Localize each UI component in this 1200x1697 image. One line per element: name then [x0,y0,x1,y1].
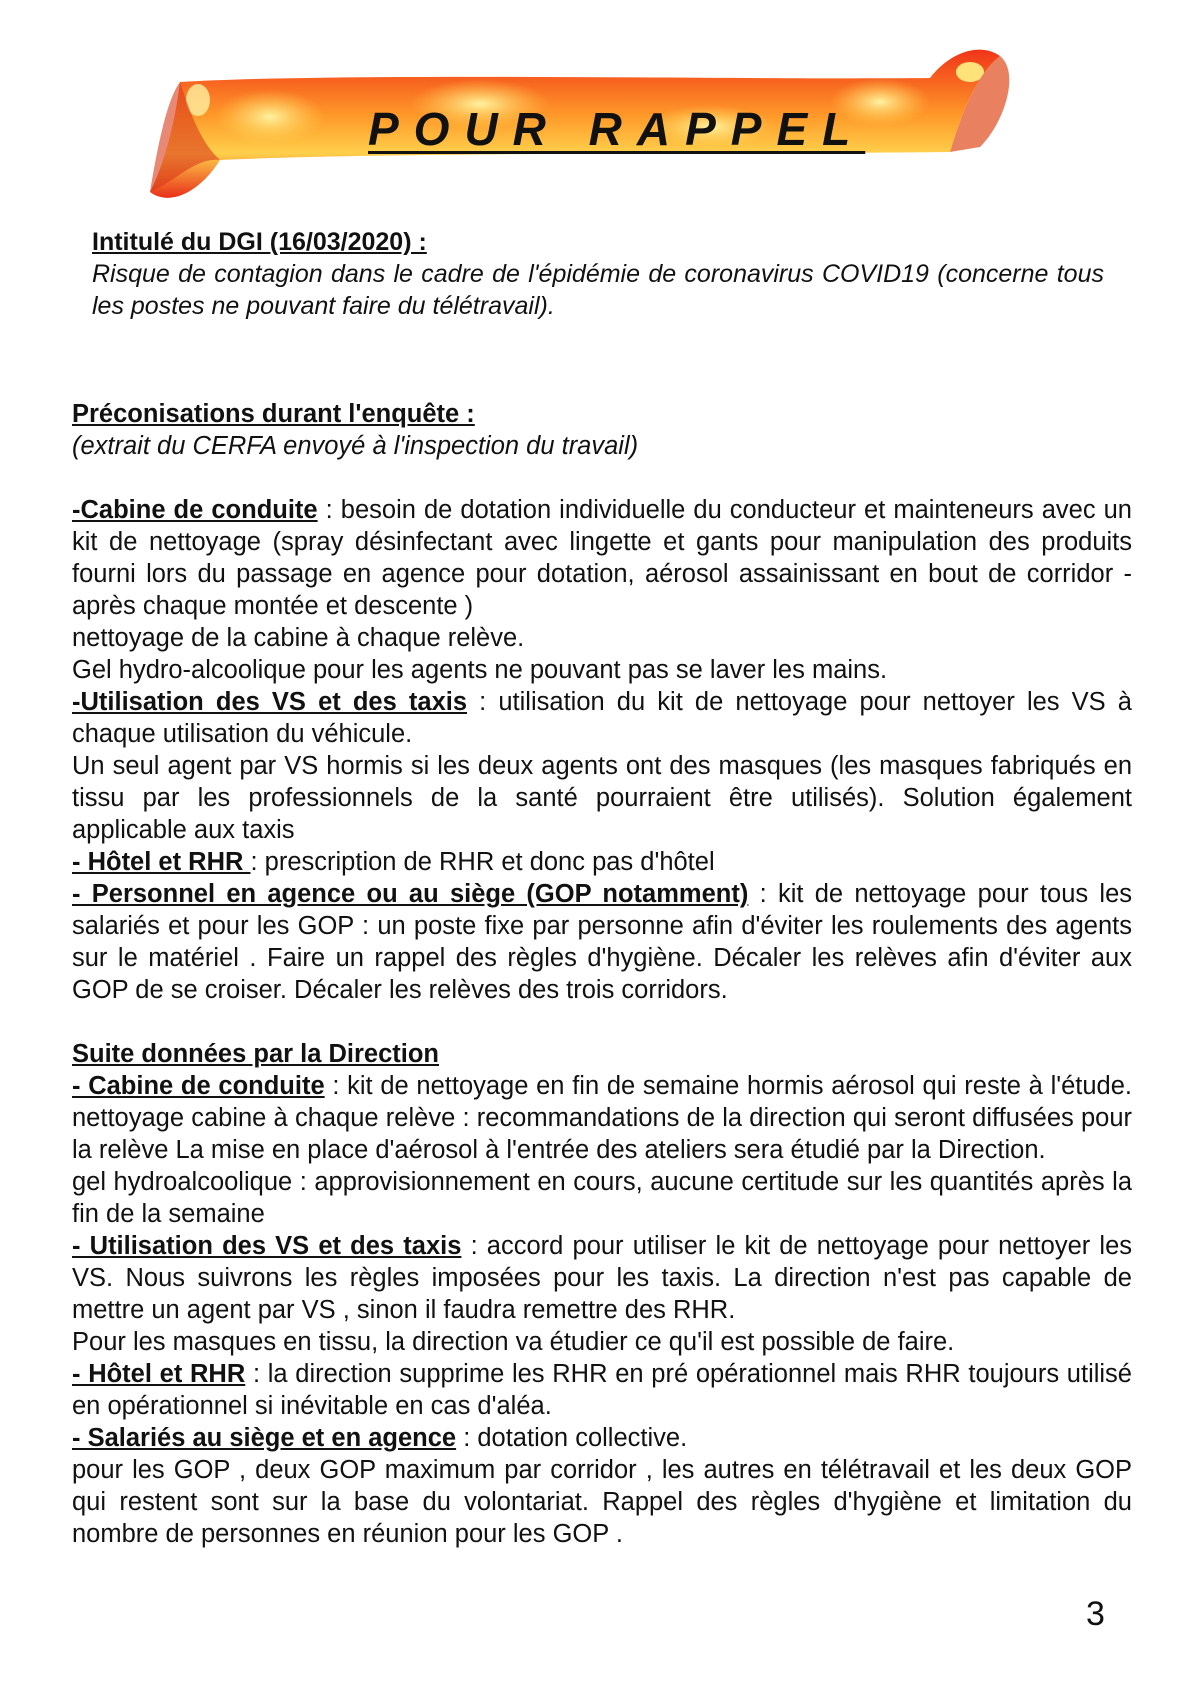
preco-vs-line2: Un seul agent par VS hormis si les deux agents ont des masques (les masques fabriqués en tissu par les professionnels de la santé pourraient être utilisés). Solution également applicable aux taxis [72,752,1132,844]
spacer [72,1006,1132,1038]
title-banner [150,42,1050,217]
suite-vs-paragraph [72,1230,1132,1326]
preco-hotel-text: : prescription de RHR et donc pas d'hôtel [250,848,715,876]
preco-vs-text: : utilisation du kit de nettoyage pour nettoyer les VS à chaque utilisation du véhicule. [72,688,1132,748]
preco-cabine-line3: Gel hydro-alcoolique pour les agents ne pouvant pas se laver les mains. [72,656,888,684]
preco-personnel-text: : kit de nettoyage pour tous les salariés et pour les GOP : un poste fixe par personne afin d'éviter les roulements des agents sur le matériel . Faire un rappel des règles d'hygiène. Décaler les relèves afin d'éviter aux GOP de se croiser. Décaler les relèves des trois corridors. [72,880,1133,1004]
suite-cabine-text: : kit de nettoyage en fin de semaine hormis aérosol qui reste à l'étude. nettoyage cabine à chaque relève : recommandations de la direction qui seront diffusées pour la relève La mise en place d'aérosol à l'entrée des ateliers sera étudié par la Direction. [72,1072,1132,1164]
dgi-heading: Intitulé du DGI (16/03/2020) : [92,228,427,256]
suite-salaries-label: - Salariés au siège et en agence [72,1424,457,1452]
suite-gel-paragraph: gel hydroalcoolique : approvisionnement en cours, aucune certitude sur les quantités après la fin de la semaine [72,1168,1132,1228]
suite-salaries-paragraph [72,1422,1132,1454]
suite-gop-paragraph: pour les GOP , deux GOP maximum par corridor , les autres en télétravail et les deux GOP qui restent sont sur la base du volontariat. Rappel des règles d'hygiène et limitation du nombre de personnes en réunion pour les GOP . [72,1456,1132,1548]
suite-cabine-label: - Cabine de conduite [72,1072,325,1100]
preco-personnel-label: - Personnel en agence ou au siège (GOP notamment) [72,880,749,908]
page-number: 3 [1086,1595,1105,1633]
suite-heading: Suite données par la Direction [72,1040,439,1068]
main-content [72,398,1132,1550]
suite-hotel-text: : la direction supprime les RHR en pré opérationnel mais RHR toujours utilisé en opérationnel si inévitable en cas d'aléa. [72,1360,1132,1420]
suite-vs-text: : accord pour utiliser le kit de nettoyage pour nettoyer les VS. Nous suivrons les règles imposées pour les taxis. La direction n'est pas capable de mettre un agent par VS , sinon il faudra remettre des RHR. [72,1232,1132,1324]
dgi-block [92,226,1104,322]
preco-hotel-label: - Hôtel et RHR [72,848,251,876]
preco-personnel-paragraph [72,878,1132,1006]
banner-title: POUR RAPPEL [368,103,866,155]
suite-masques-paragraph: Pour les masques en tissu, la direction va étudier ce qu'il est possible de faire. [72,1328,955,1356]
suite-salaries-text: : dotation collective. [456,1424,688,1452]
suite-hotel-label: - Hôtel et RHR [72,1360,246,1388]
preco-hotel-paragraph [72,846,1132,878]
preco-cabine-text: : besoin de dotation individuelle du conducteur et mainteneurs avec un kit de nettoyage (spray désinfectant avec lingette et gants pour manipulation des produits fourni lors du passage en agence pour dotation, aérosol assainissant en bout de corridor - après chaque montée et descente ) [72,496,1132,620]
preco-cabine-line2: nettoyage de la cabine à chaque relève. [72,624,525,652]
preco-vs-paragraph [72,686,1132,750]
suite-cabine-paragraph [72,1070,1132,1166]
preco-vs-label: -Utilisation des VS et des taxis [72,688,468,716]
spacer [72,462,1132,494]
preconisations-subtitle: (extrait du CERFA envoyé à l'inspection du travail) [72,432,639,460]
suite-hotel-paragraph [72,1358,1132,1422]
dgi-text: Risque de contagion dans le cadre de l'épidémie de coronavirus COVID19 (concerne tous les postes ne pouvant faire du télétravail). [92,260,1104,320]
preco-cabine-label: -Cabine de conduite [72,496,318,524]
preco-cabine-paragraph [72,494,1132,622]
suite-vs-label: - Utilisation des VS et des taxis [72,1232,462,1260]
preconisations-heading: Préconisations durant l'enquête : [72,400,475,428]
